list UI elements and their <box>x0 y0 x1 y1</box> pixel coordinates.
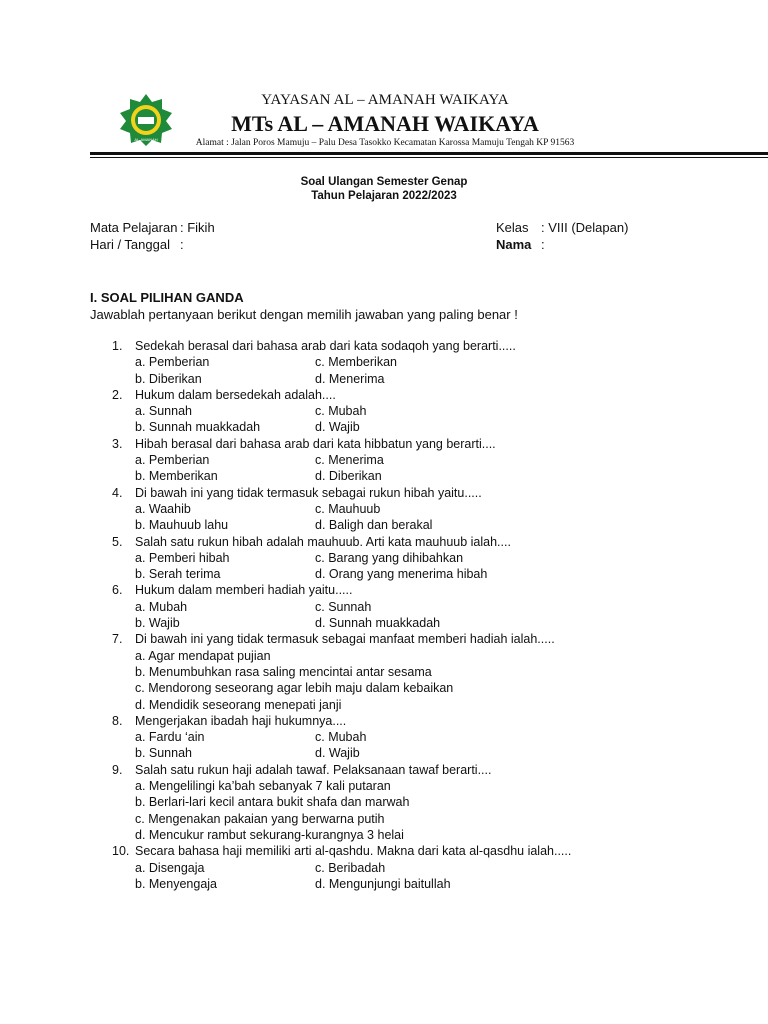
option-row <box>0 468 768 484</box>
section-instruction: Jawablah pertanyaan berikut dengan memilih jawaban yang paling benar ! <box>90 307 518 322</box>
question-text: Salah satu rukun haji adalah tawaf. Pelaksanaan tawaf berarti.... <box>135 762 492 777</box>
date-value: : <box>180 237 184 252</box>
logo-book <box>138 117 154 124</box>
option-row <box>0 811 768 827</box>
option-row <box>0 550 768 566</box>
option-b: b. Diberikan <box>135 371 202 386</box>
option-row <box>0 697 768 713</box>
option-c: c. Beribadah <box>315 860 386 875</box>
option-c: c. Memberikan <box>315 355 397 370</box>
option-row <box>0 680 768 696</box>
question-row <box>0 485 768 501</box>
option-a: a. Pemberian <box>135 355 210 370</box>
question-number: 1. <box>112 339 123 353</box>
foundation-name: YAYASAN AL – AMANAH WAIKAYA <box>261 92 509 108</box>
option-d: d. Mengunjungi baitullah <box>315 876 451 891</box>
option-d: d. Diberikan <box>315 469 382 484</box>
header-rule-thick <box>90 152 768 155</box>
option-b: b. Sunnah muakkadah <box>135 420 261 435</box>
question-number: 10. <box>112 844 130 859</box>
option-row <box>0 517 768 533</box>
question-text: Di bawah ini yang tidak termasuk sebagai manfaat memberi hadiah ialah..... <box>135 632 555 647</box>
question-text: Sedekah berasal dari bahasa arab dari kata sodaqoh yang berarti..... <box>135 339 516 353</box>
option-row <box>0 794 768 810</box>
option-row <box>0 419 768 435</box>
option-b: b. Menyengaja <box>135 876 218 891</box>
question-row <box>0 387 768 403</box>
subject-value: : Fikih <box>180 220 215 235</box>
question-row <box>0 631 768 647</box>
option-a: a. Pemberi hibah <box>135 550 230 565</box>
option-row <box>0 403 768 419</box>
option-a: a. Mubah <box>135 599 188 614</box>
option-d: d. Menerima <box>315 371 385 386</box>
question-number: 5. <box>112 534 123 549</box>
question-row <box>0 534 768 550</box>
header-rule-thin <box>90 157 768 158</box>
option-row <box>0 452 768 468</box>
logo-text: AL-AMANAH <box>134 137 158 142</box>
question-number: 4. <box>112 485 123 500</box>
option-c: c. Mauhuub <box>315 501 381 516</box>
date-label: Hari / Tanggal <box>90 237 170 252</box>
option-row <box>0 778 768 794</box>
option-row <box>0 648 768 664</box>
option-c: c. Menerima <box>315 453 384 468</box>
name-value: : <box>541 237 545 252</box>
question-list <box>0 338 768 892</box>
option-row <box>0 599 768 615</box>
option-c: c. Mendorong seseorang agar lebih maju dalam kebaikan <box>135 681 454 696</box>
question-number: 8. <box>112 713 123 728</box>
option-d: d. Mencukur rambut sekurang-kurangnya 3 helai <box>135 827 404 842</box>
option-c: c. Mubah <box>315 730 367 745</box>
option-row <box>0 371 768 387</box>
option-row <box>0 615 768 631</box>
section-title: I. SOAL PILIHAN GANDA <box>90 290 244 305</box>
question-text: Hukum dalam bersedekah adalah.... <box>135 387 336 402</box>
option-b: b. Menumbuhkan rasa saling mencintai antar sesama <box>135 664 432 679</box>
question-text: Salah satu rukun hibah adalah mauhuub. Arti kata mauhuub ialah.... <box>135 534 511 549</box>
option-b: b. Sunnah <box>135 746 192 761</box>
option-c: c. Mengenakan pakaian yang berwarna putih <box>135 811 385 826</box>
option-a: a. Mengelilingi ka’bah sebanyak 7 kali putaran <box>135 779 391 794</box>
question-text: Mengerjakan ibadah haji hukumnya.... <box>135 713 347 728</box>
option-row <box>0 354 768 370</box>
option-row <box>0 501 768 517</box>
question-text: Hukum dalam memberi hadiah yaitu..... <box>135 583 353 598</box>
question-number: 7. <box>112 632 123 647</box>
exam-title: Soal Ulangan Semester Genap <box>300 176 468 188</box>
option-d: d. Sunnah muakkadah <box>315 616 441 631</box>
question-row <box>0 582 768 598</box>
question-text: Hibah berasal dari bahasa arab dari kata hibbatun yang berarti.... <box>135 436 496 451</box>
option-b: b. Wajib <box>135 616 180 631</box>
school-address: Alamat : Jalan Poros Mamuju – Palu Desa Tasokko Kecamatan Karossa Mamuju Tengah KP 91563 <box>195 138 575 148</box>
question-text: Secara bahasa haji memiliki arti al-qashdu. Makna dari kata al-qasdhu ialah..... <box>135 844 572 859</box>
question-row <box>0 762 768 778</box>
option-row <box>0 664 768 680</box>
question-number: 2. <box>112 387 123 402</box>
option-a: a. Sunnah <box>135 404 192 419</box>
option-a: a. Pemberian <box>135 453 210 468</box>
option-c: c. Mubah <box>315 404 367 419</box>
exam-year: Tahun Pelajaran 2022/2023 <box>311 190 457 202</box>
option-d: d. Wajib <box>315 746 360 761</box>
question-number: 3. <box>112 436 123 451</box>
option-b: b. Serah terima <box>135 567 221 582</box>
option-a: a. Disengaja <box>135 860 205 875</box>
option-a: a. Fardu ‘ain <box>135 730 205 745</box>
option-row <box>0 827 768 843</box>
class-label: Kelas <box>496 220 529 235</box>
option-row <box>0 745 768 761</box>
question-row <box>0 436 768 452</box>
question-number: 6. <box>112 583 123 598</box>
option-b: b. Berlari-lari kecil antara bukit shafa dan marwah <box>135 795 410 810</box>
option-row <box>0 566 768 582</box>
question-text: Di bawah ini yang tidak termasuk sebagai rukun hibah yaitu..... <box>135 485 482 500</box>
school-name: MTs AL – AMANAH WAIKAYA <box>231 111 539 136</box>
option-d: d. Orang yang menerima hibah <box>315 567 488 582</box>
subject-label: Mata Pelajaran <box>90 220 178 235</box>
option-row <box>0 876 768 892</box>
question-row <box>0 338 768 354</box>
name-label: Nama <box>496 237 532 252</box>
option-a: a. Waahib <box>135 501 191 516</box>
question-row <box>0 713 768 729</box>
option-b: b. Memberikan <box>135 469 218 484</box>
option-c: c. Barang yang dihibahkan <box>315 550 464 565</box>
option-d: d. Wajib <box>315 420 360 435</box>
option-c: c. Sunnah <box>315 599 372 614</box>
option-b: b. Mauhuub lahu <box>135 518 229 533</box>
question-row <box>0 843 768 859</box>
option-row <box>0 860 768 876</box>
option-a: a. Agar mendapat pujian <box>135 648 271 663</box>
option-row <box>0 729 768 745</box>
option-d: d. Mendidik seseorang menepati janji <box>135 697 342 712</box>
option-d: d. Baligh dan berakal <box>315 518 433 533</box>
class-value: : VIII (Delapan) <box>541 220 629 235</box>
question-number: 9. <box>112 762 123 777</box>
